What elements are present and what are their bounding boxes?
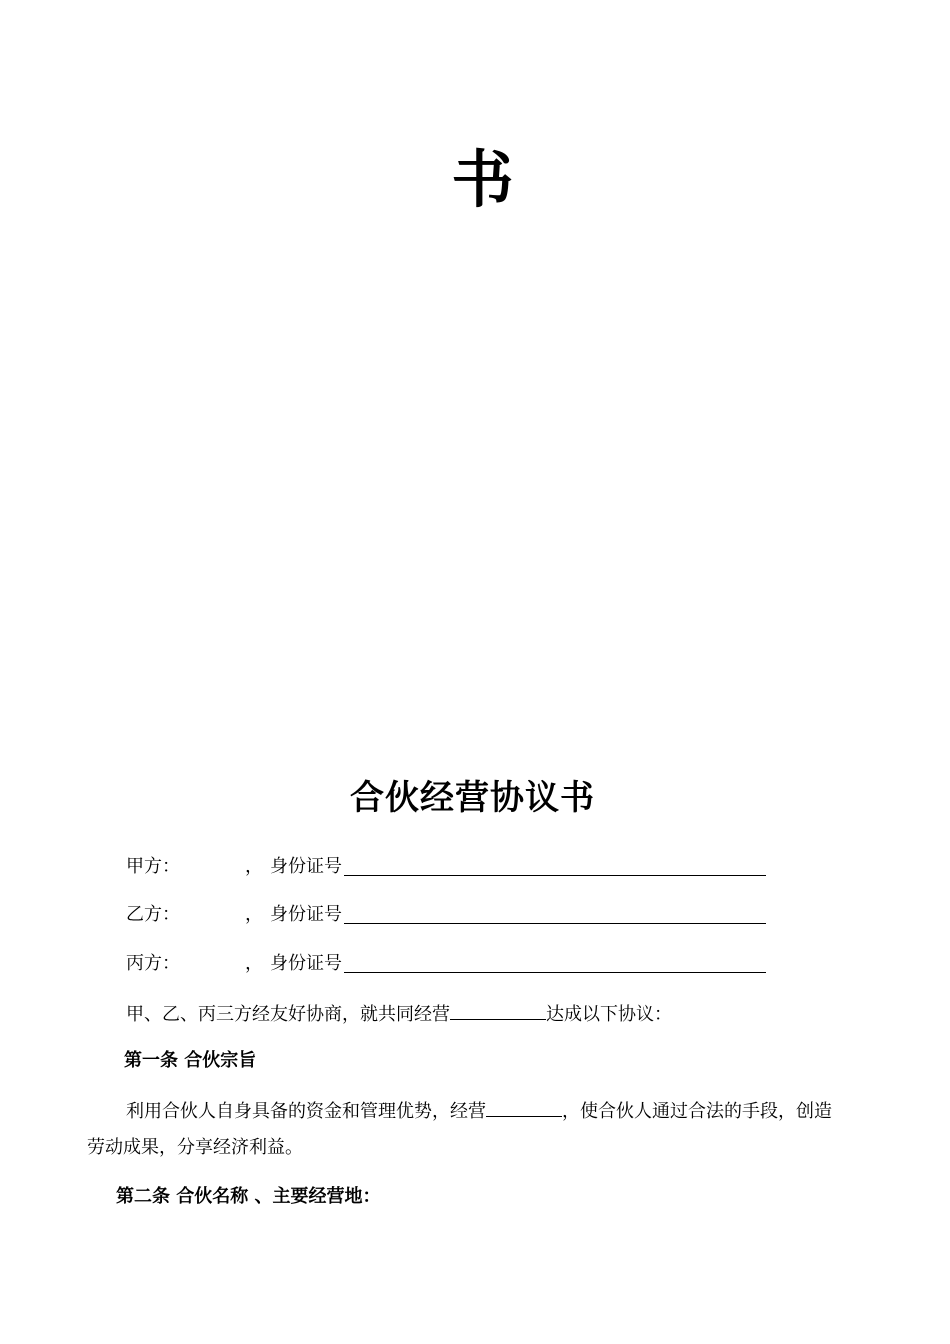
article-2-heading: 第二条 合伙名称 、主要经营地：	[116, 1186, 381, 1207]
party-b-id-field[interactable]	[344, 923, 766, 924]
intro-text-before: 甲、乙、丙三方经友好协商，就共同经营	[126, 1004, 450, 1025]
party-b-id-label: 身份证号	[270, 904, 342, 925]
article-1-business-blank-field[interactable]	[486, 1096, 562, 1117]
article-1-heading: 第一条 合伙宗旨	[124, 1050, 257, 1071]
article-1-text-after: ，使合伙人通过合法的手段，创造	[562, 1101, 832, 1122]
intro-text-after: 达成以下协议：	[546, 1004, 672, 1025]
article-1-text-before: 利用合伙人自身具备的资金和管理优势，经营	[126, 1101, 486, 1122]
party-a-id-label: 身份证号	[270, 856, 342, 877]
business-blank-field[interactable]	[450, 999, 546, 1020]
document-title: 合伙经营协议书	[350, 778, 595, 818]
party-c-label: 丙方：	[126, 953, 180, 974]
intro-paragraph	[126, 999, 672, 1029]
article-1-paragraph-line1	[126, 1096, 832, 1126]
party-b-comma: ，	[245, 904, 263, 925]
party-a-label: 甲方：	[126, 856, 180, 877]
cover-character: 书	[451, 143, 514, 216]
party-a-comma: ，	[245, 856, 263, 877]
party-c-id-field[interactable]	[344, 972, 766, 973]
article-1-paragraph-line2: 劳动成果，分享经济利益。	[87, 1137, 303, 1158]
party-c-comma: ，	[245, 953, 263, 974]
party-b-label: 乙方：	[126, 904, 180, 925]
party-c-id-label: 身份证号	[270, 953, 342, 974]
party-a-id-field[interactable]	[344, 875, 766, 876]
